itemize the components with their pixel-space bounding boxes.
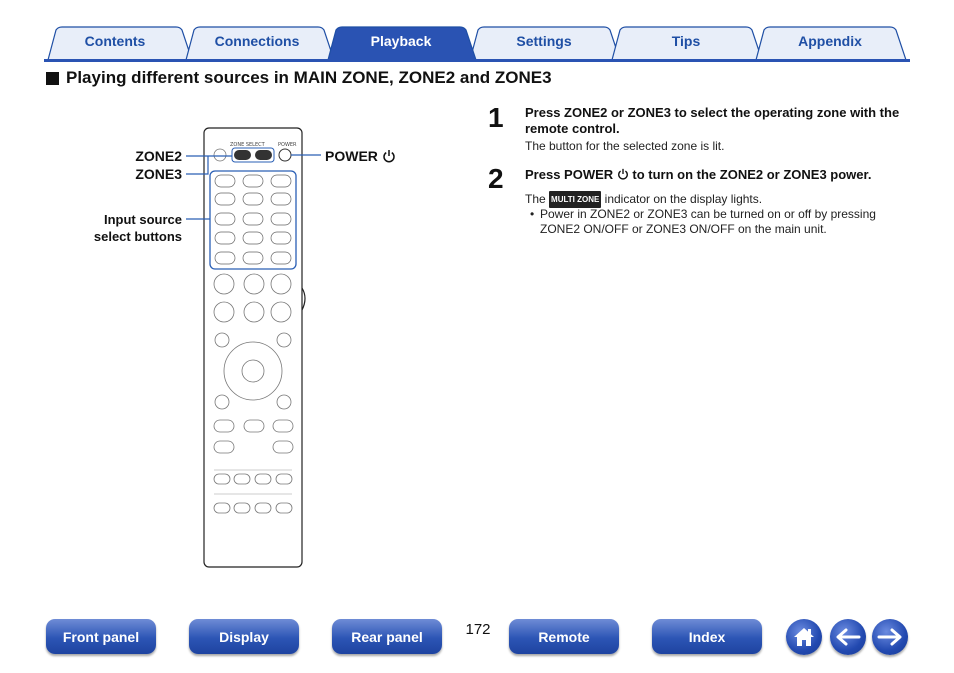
callout-zone3: ZONE3 <box>135 166 182 182</box>
callout-input-source <box>60 211 182 245</box>
arrow-right-icon <box>877 628 903 646</box>
remote-illustration <box>0 100 460 580</box>
display-button[interactable]: Display <box>189 619 299 654</box>
step-2-text-before: The <box>525 192 546 206</box>
tab-tips[interactable]: Tips <box>671 33 701 49</box>
step-2-text <box>525 191 915 208</box>
step-2-title-after: to turn on the ZONE2 or ZONE3 power. <box>632 167 872 182</box>
tab-connections[interactable]: Connections <box>214 33 300 49</box>
step-2-number: 2 <box>488 163 504 194</box>
step-2-text-after: indicator on the display lights. <box>604 192 763 206</box>
tab-bar <box>0 0 954 64</box>
svg-text:POWER: POWER <box>278 142 297 148</box>
forward-button[interactable] <box>872 619 908 655</box>
callout-power-label: POWER <box>325 148 378 164</box>
tab-appendix[interactable]: Appendix <box>798 33 862 49</box>
front-panel-button[interactable]: Front panel <box>46 619 156 654</box>
callout-input-line2: select buttons <box>93 229 182 244</box>
back-button[interactable] <box>830 619 866 655</box>
callout-input-line1: Input source <box>103 212 182 227</box>
tab-contents[interactable]: Contents <box>84 33 146 49</box>
heading-square-icon <box>46 72 59 85</box>
heading-text: Playing different sources in MAIN ZONE, ZONE2 and ZONE3 <box>66 68 552 87</box>
tab-shapes <box>0 0 954 64</box>
rear-panel-button[interactable]: Rear panel <box>332 619 442 654</box>
svg-text:ZONE SELECT: ZONE SELECT <box>230 142 265 148</box>
step-1-title: Press ZONE2 or ZONE3 to select the operating zone with the remote control. <box>525 105 900 136</box>
home-icon <box>792 626 816 648</box>
page-number: 172 <box>465 621 491 638</box>
step-1-text: The button for the selected zone is lit. <box>525 139 725 153</box>
step-2-title <box>525 167 910 183</box>
tab-playback[interactable]: Playback <box>370 33 432 49</box>
power-icon <box>617 168 629 180</box>
remote-button[interactable]: Remote <box>509 619 619 654</box>
multi-zone-badge: MULTI ZONE <box>549 191 601 208</box>
power-icon <box>382 149 396 163</box>
index-button[interactable]: Index <box>652 619 762 654</box>
step-2-bullet: • Power in ZONE2 or ZONE3 can be turned on or off by pressing ZONE2 ON/OFF or ZONE3 ON/OFF on the main unit. <box>530 207 905 237</box>
step-2-title-before: Press POWER <box>525 167 614 182</box>
step-1-number: 1 <box>488 102 504 133</box>
section-heading <box>46 68 552 88</box>
arrow-left-icon <box>835 628 861 646</box>
callout-zone2: ZONE2 <box>135 148 182 164</box>
callout-power <box>325 147 396 165</box>
home-button[interactable] <box>786 619 822 655</box>
tab-settings[interactable]: Settings <box>516 33 572 49</box>
remote-drawing <box>0 100 460 580</box>
